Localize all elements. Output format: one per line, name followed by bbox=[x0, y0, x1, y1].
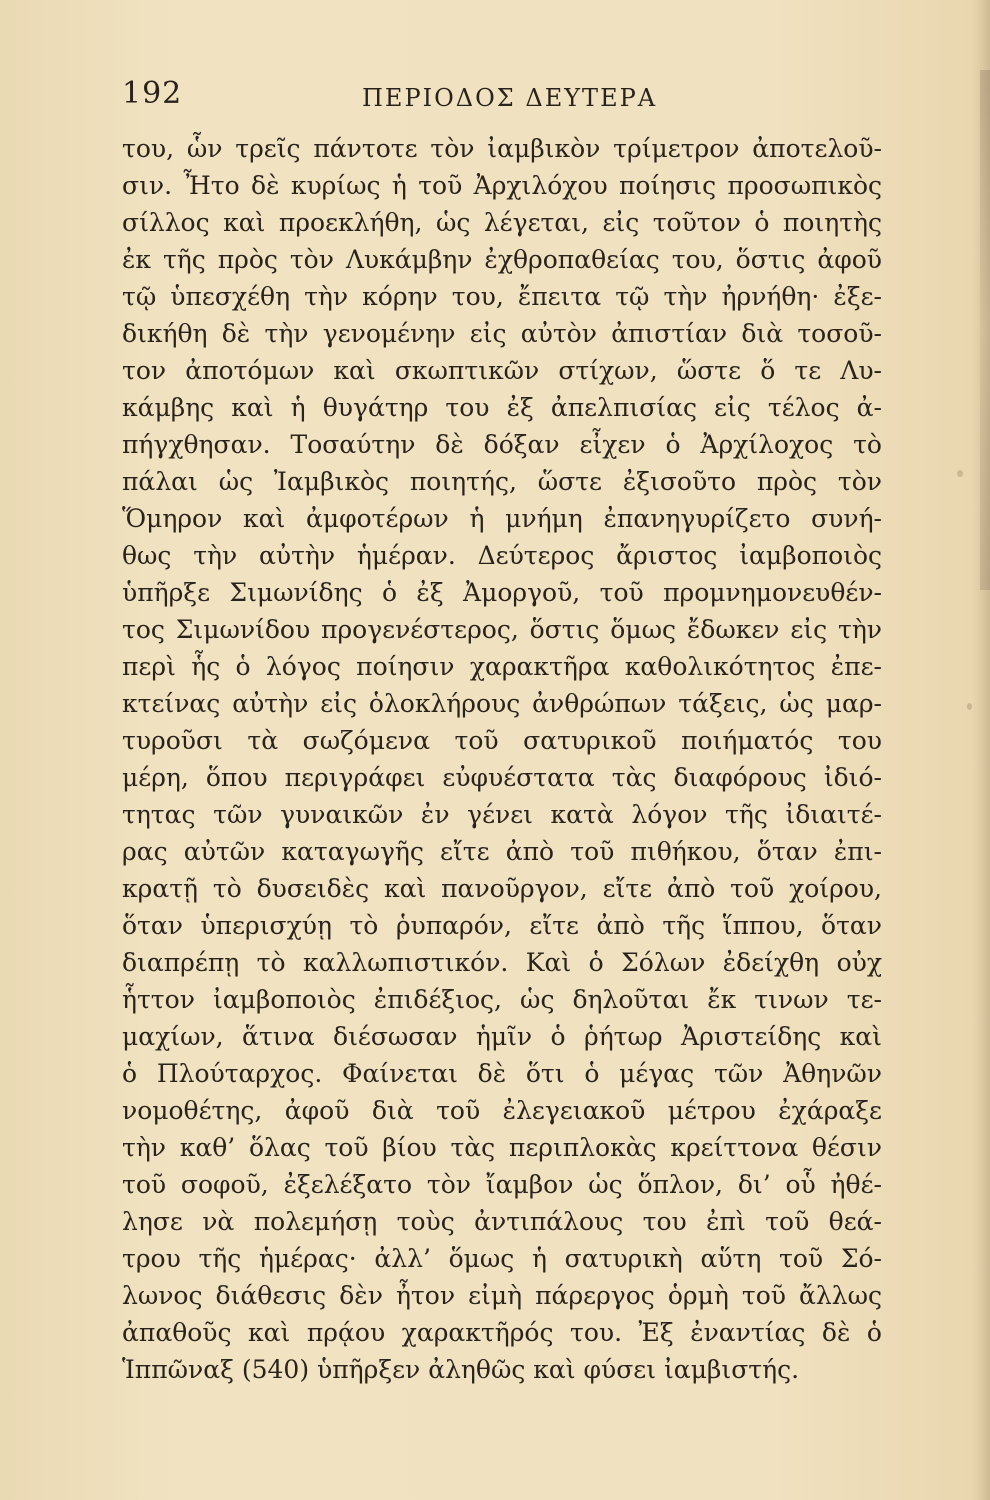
text-line: του, ὧν τρεῖς πάντοτε τὸν ἰαμβικὸν τρίμετρον ἀποτελοῦ- bbox=[122, 134, 882, 163]
text-line: δικήθη δὲ τὴν γενομένην εἰς αὐτὸν ἀπιστίαν διὰ τοσοῦ- bbox=[122, 319, 882, 348]
text-line: κάμβης καὶ ἡ θυγάτηρ του ἐξ ἀπελπισίας εἰς τέλος ἀ- bbox=[122, 393, 882, 422]
text-line: πήγχθησαν. Τοσαύτην δὲ δόξαν εἶχεν ὁ Ἀρχίλοχος τὸ bbox=[122, 430, 882, 459]
text-line: μέρη, ὅπου περιγράφει εὐφυέστατα τὰς διαφόρους ἰδιό- bbox=[122, 763, 882, 792]
text-line: Ὅμηρον καὶ ἀμφοτέρων ἡ μνήμη ἐπανηγυρίζετο συνή- bbox=[122, 504, 882, 533]
paper-speck bbox=[957, 470, 963, 477]
text-line: κτείνας αὐτὴν εἰς ὁλοκλήρους ἀνθρώπων τάξεις, ὡς μαρ- bbox=[122, 689, 882, 718]
running-title: ΠΕΡΙΟΔΟΣ ΔΕΥΤΕΡΑ bbox=[362, 84, 658, 112]
text-line: θως τὴν αὐτὴν ἡμέραν. Δεύτερος ἄριστος ἰαμβοποιὸς bbox=[122, 541, 882, 570]
text-line: πάλαι ὡς Ἰαμβικὸς ποιητής, ὥστε ἐξισοῦτο πρὸς τὸν bbox=[122, 467, 882, 496]
text-line: διαπρέπῃ τὸ καλλωπιστικόν. Καὶ ὁ Σόλων ἐδείχθη οὐχ bbox=[122, 948, 882, 977]
text-line: κρατῇ τὸ δυσειδὲς καὶ πανοῦργον, εἴτε ἀπὸ τοῦ χοίρου, bbox=[122, 874, 882, 903]
text-line: τητας τῶν γυναικῶν ἐν γένει κατὰ λόγον τῆς ἰδιαιτέ- bbox=[122, 800, 882, 829]
body-text bbox=[122, 130, 882, 1410]
text-line: ρας αὐτῶν καταγωγῆς εἴτε ἀπὸ τοῦ πιθήκου, ὅταν ἐπι- bbox=[122, 837, 882, 866]
text-line: τον ἀποτόμων καὶ σκωπτικῶν στίχων, ὥστε ὅ τε Λυ- bbox=[122, 356, 882, 385]
text-line: Ἱππῶναξ (540) ὑπῆρξεν ἀληθῶς καὶ φύσει ἰαμβιστής. bbox=[122, 1355, 800, 1384]
text-line: σιν. Ἦτο δὲ κυρίως ἡ τοῦ Ἀρχιλόχου ποίησις προσωπικὸς bbox=[122, 171, 882, 200]
text-line: ἀπαθοῦς καὶ πρᾴου χαρακτῆρός του. Ἐξ ἐναντίας δὲ ὁ bbox=[122, 1318, 882, 1347]
text-line: τῷ ὑπεσχέθη τὴν κόρην του, ἔπειτα τῷ τὴν ἠρνήθη· ἐξε- bbox=[122, 282, 882, 311]
page-edge-marks bbox=[980, 70, 990, 590]
text-line: νομοθέτης, ἀφοῦ διὰ τοῦ ἐλεγειακοῦ μέτρου ἐχάραξε bbox=[122, 1096, 882, 1125]
text-line: τὴν καθ’ ὅλας τοῦ βίου τὰς περιπλοκὰς κρείττονα θέσιν bbox=[122, 1133, 882, 1162]
paper-speck bbox=[967, 703, 972, 710]
text-line: σίλλος καὶ προεκλήθη, ὡς λέγεται, εἰς τοῦτον ὁ ποιητὴς bbox=[122, 208, 882, 237]
text-line: ἐκ τῆς πρὸς τὸν Λυκάμβην ἐχθροπαθείας του, ὅστις ἀφοῦ bbox=[122, 245, 882, 274]
text-line: τυροῦσι τὰ σωζόμενα τοῦ σατυρικοῦ ποιήματός του bbox=[122, 726, 882, 755]
text-line: τρου τῆς ἡμέρας· ἀλλ’ ὅμως ἡ σατυρικὴ αὕτη τοῦ Σό- bbox=[122, 1244, 882, 1273]
page-header bbox=[122, 76, 882, 116]
text-line: λησε νὰ πολεμήσῃ τοὺς ἀντιπάλους του ἐπὶ τοῦ θεά- bbox=[122, 1207, 882, 1236]
text-line: ὁ Πλούταρχος. Φαίνεται δὲ ὅτι ὁ μέγας τῶν Ἀθηνῶν bbox=[122, 1059, 882, 1088]
text-line: μαχίων, ἅτινα διέσωσαν ἡμῖν ὁ ῥήτωρ Ἀριστείδης καὶ bbox=[122, 1022, 882, 1051]
text-line: λωνος διάθεσις δὲν ἦτον εἰμὴ πάρεργος ὁρμὴ τοῦ ἄλλως bbox=[122, 1281, 882, 1310]
text-line: ἧττον ἰαμβοποιὸς ἐπιδέξιος, ὡς δηλοῦται ἔκ τινων τε- bbox=[122, 985, 882, 1014]
text-line: περὶ ἧς ὁ λόγος ποίησιν χαρακτῆρα καθολικότητος ἐπε- bbox=[122, 652, 882, 681]
text-line: ὅταν ὑπερισχύῃ τὸ ῥυπαρόν, εἴτε ἀπὸ τῆς ἵππου, ὅταν bbox=[122, 911, 882, 940]
text-line: τος Σιμωνίδου προγενέστερος, ὅστις ὅμως ἔδωκεν εἰς τὴν bbox=[122, 615, 882, 644]
page-number: 192 bbox=[122, 76, 183, 111]
text-line: ὑπῆρξε Σιμωνίδης ὁ ἐξ Ἀμοργοῦ, τοῦ προμνημονευθέν- bbox=[122, 578, 882, 607]
text-line: τοῦ σοφοῦ, ἐξελέξατο τὸν ἴαμβον ὡς ὅπλον, δι’ οὗ ἠθέ- bbox=[122, 1170, 882, 1199]
